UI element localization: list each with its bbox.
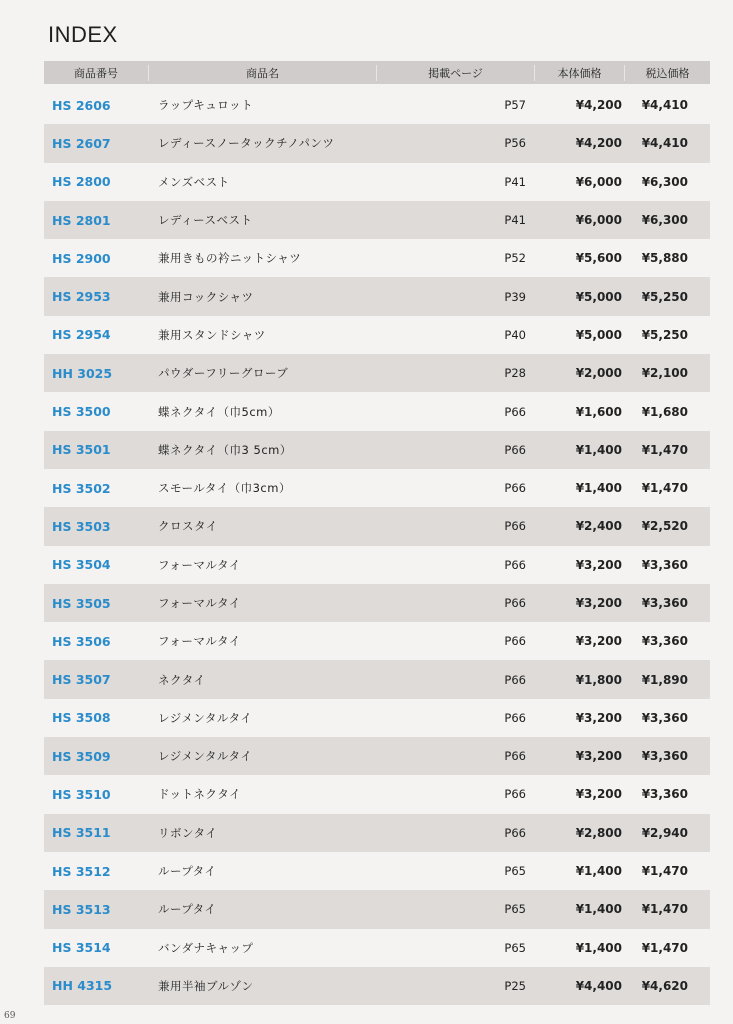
product-name: 兼用半袖ブルゾン: [158, 978, 254, 993]
tax-price: ¥2,520: [641, 519, 688, 534]
catalog-page: P66: [504, 442, 526, 457]
tax-price: ¥1,470: [641, 442, 688, 457]
base-price: ¥5,000: [575, 327, 622, 342]
product-name: ループタイ: [158, 902, 217, 917]
product-code: HS 3513: [52, 901, 111, 917]
product-code: HH 4315: [52, 978, 113, 994]
product-code: HS 2900: [52, 250, 111, 266]
table-row: [44, 239, 710, 277]
tax-price: ¥5,250: [641, 289, 688, 304]
table-row: [44, 852, 710, 890]
product-code: HS 3509: [52, 748, 111, 764]
product-code: HS 3512: [52, 863, 111, 879]
product-name: フォーマルタイ: [158, 634, 241, 649]
header-code: 商品番号: [74, 66, 118, 80]
catalog-page: P52: [504, 251, 526, 266]
product-name: レディースノータックチノパンツ: [158, 136, 335, 151]
product-name: ループタイ: [158, 864, 217, 879]
product-name: リボンタイ: [158, 825, 218, 840]
table-row: [44, 277, 710, 315]
tax-price: ¥5,250: [641, 327, 688, 342]
catalog-page: P66: [504, 825, 526, 840]
product-code: HS 3501: [52, 442, 111, 458]
catalog-page: P41: [504, 213, 526, 228]
table-body: [44, 86, 710, 1005]
catalog-page: P66: [504, 787, 526, 802]
table-row: [44, 814, 710, 852]
base-price: ¥1,400: [575, 442, 622, 457]
product-code: HS 3508: [52, 710, 111, 726]
product-name: ドットネクタイ: [158, 787, 241, 802]
product-name: バンダナキャップ: [158, 940, 254, 955]
base-price: ¥5,000: [575, 289, 622, 304]
base-price: ¥4,200: [575, 98, 622, 113]
base-price: ¥6,000: [575, 174, 622, 189]
base-price: ¥2,000: [575, 366, 622, 381]
catalog-page: P66: [504, 404, 526, 419]
base-price: ¥1,400: [575, 940, 622, 955]
page-number: 69: [4, 1011, 16, 1021]
base-price: ¥3,200: [575, 749, 622, 764]
header-name: 商品名: [148, 65, 376, 81]
product-name: 兼用きもの衿ニットシャツ: [158, 251, 302, 266]
table-row: [44, 507, 710, 545]
product-code: HS 2953: [52, 289, 111, 305]
catalog-page: P66: [504, 749, 526, 764]
header-tax-price: 税込価格: [624, 65, 710, 81]
tax-price: ¥2,100: [641, 366, 688, 381]
tax-price: ¥3,360: [641, 710, 688, 725]
product-code: HS 3514: [52, 940, 111, 956]
table-header: [44, 61, 710, 84]
product-name: 蝶ネクタイ（巾5cm）: [158, 404, 280, 419]
table-row: [44, 124, 710, 162]
tax-price: ¥1,470: [641, 940, 688, 955]
tax-price: ¥6,300: [641, 174, 688, 189]
base-price: ¥3,200: [575, 787, 622, 802]
base-price: ¥2,400: [575, 519, 622, 534]
tax-price: ¥1,470: [641, 864, 688, 879]
catalog-page: P66: [504, 634, 526, 649]
base-price: ¥5,600: [575, 251, 622, 266]
table-row: [44, 392, 710, 430]
product-code: HH 3025: [52, 365, 113, 381]
tax-price: ¥3,360: [641, 634, 688, 649]
product-code: HS 3504: [52, 557, 111, 573]
product-code: HS 3502: [52, 480, 111, 496]
table-row: [44, 622, 710, 660]
product-name: ラップキュロット: [158, 98, 254, 113]
table-row: [44, 929, 710, 967]
product-code: HS 3510: [52, 786, 111, 802]
product-name: 蝶ネクタイ（巾3 5cm）: [158, 442, 292, 457]
product-code: HS 3507: [52, 672, 111, 688]
catalog-page: P66: [504, 710, 526, 725]
base-price: ¥3,200: [575, 710, 622, 725]
product-name: レジメンタルタイ: [158, 749, 253, 764]
product-code: HS 3503: [52, 518, 111, 534]
tax-price: ¥4,410: [641, 98, 688, 113]
index-table: [44, 61, 710, 1005]
catalog-page: P66: [504, 672, 526, 687]
tax-price: ¥3,360: [641, 787, 688, 802]
product-name: 兼用スタンドシャツ: [158, 327, 266, 342]
catalog-page: P40: [504, 327, 526, 342]
base-price: ¥1,600: [575, 404, 622, 419]
tax-price: ¥1,680: [641, 404, 688, 419]
product-code: HS 3506: [52, 633, 111, 649]
product-code: HS 3500: [52, 404, 111, 420]
catalog-page: P65: [504, 902, 526, 917]
product-name: パウダーフリーグローブ: [158, 366, 289, 381]
product-name: スモールタイ（巾3cm）: [158, 481, 291, 496]
table-row: [44, 469, 710, 507]
base-price: ¥4,400: [575, 978, 622, 993]
tax-price: ¥1,470: [641, 902, 688, 917]
base-price: ¥3,200: [575, 596, 622, 610]
tax-price: ¥1,470: [641, 481, 688, 496]
tax-price: ¥2,940: [641, 825, 688, 840]
table-row: [44, 775, 710, 813]
header-page: 掲載ページ: [376, 65, 534, 81]
tax-price: ¥3,360: [641, 749, 688, 764]
product-code: HS 3511: [52, 825, 111, 841]
base-price: ¥3,200: [575, 557, 622, 572]
header-base-price: 本体価格: [534, 65, 624, 81]
base-price: ¥1,400: [575, 481, 622, 496]
table-row: [44, 163, 710, 201]
table-row: [44, 546, 710, 584]
catalog-page: P66: [504, 596, 526, 610]
table-row: [44, 86, 710, 124]
table-row: [44, 201, 710, 239]
product-code: HS 2801: [52, 212, 111, 228]
product-code: HS 2954: [52, 327, 111, 343]
tax-price: ¥3,360: [641, 596, 688, 610]
product-code: HS 2800: [52, 174, 111, 190]
base-price: ¥4,200: [575, 136, 622, 151]
catalog-page: P39: [504, 289, 526, 304]
product-name: 兼用コックシャツ: [158, 289, 254, 304]
catalog-page: P57: [504, 98, 526, 113]
product-code: HS 2606: [52, 97, 111, 113]
catalog-page: P56: [504, 136, 526, 151]
product-name: フォーマルタイ: [158, 596, 241, 610]
table-row: [44, 354, 710, 392]
table-row: [44, 890, 710, 928]
table-row: [44, 431, 710, 469]
tax-price: ¥5,880: [641, 251, 688, 266]
tax-price: ¥6,300: [641, 213, 688, 228]
catalog-page: P66: [504, 519, 526, 534]
table-row: [44, 316, 710, 354]
base-price: ¥6,000: [575, 213, 622, 228]
base-price: ¥1,400: [575, 902, 622, 917]
catalog-page: P28: [504, 366, 526, 381]
product-name: レジメンタルタイ: [158, 710, 253, 725]
catalog-page: P25: [504, 978, 526, 993]
product-name: クロスタイ: [158, 519, 218, 534]
table-row: [44, 967, 710, 1005]
product-code: HS 3505: [52, 595, 111, 611]
tax-price: ¥4,620: [641, 978, 688, 993]
page-title: INDEX: [48, 22, 118, 47]
product-name: レディースベスト: [158, 213, 253, 228]
product-name: フォーマルタイ: [158, 557, 241, 572]
tax-price: ¥3,360: [641, 557, 688, 572]
table-row: [44, 660, 710, 698]
tax-price: ¥1,890: [641, 672, 688, 687]
catalog-page: P66: [504, 481, 526, 496]
catalog-page: P65: [504, 864, 526, 879]
base-price: ¥1,800: [575, 672, 622, 687]
base-price: ¥1,400: [575, 864, 622, 879]
tax-price: ¥4,410: [641, 136, 688, 151]
base-price: ¥3,200: [575, 634, 622, 649]
table-row: [44, 699, 710, 737]
catalog-page: P66: [504, 557, 526, 572]
catalog-page: P65: [504, 940, 526, 955]
table-row: [44, 737, 710, 775]
table-row: [44, 584, 710, 622]
base-price: ¥2,800: [575, 825, 622, 840]
product-name: ネクタイ: [158, 672, 206, 687]
product-code: HS 2607: [52, 135, 111, 151]
product-name: メンズベスト: [158, 174, 230, 189]
catalog-page: P41: [504, 174, 526, 189]
